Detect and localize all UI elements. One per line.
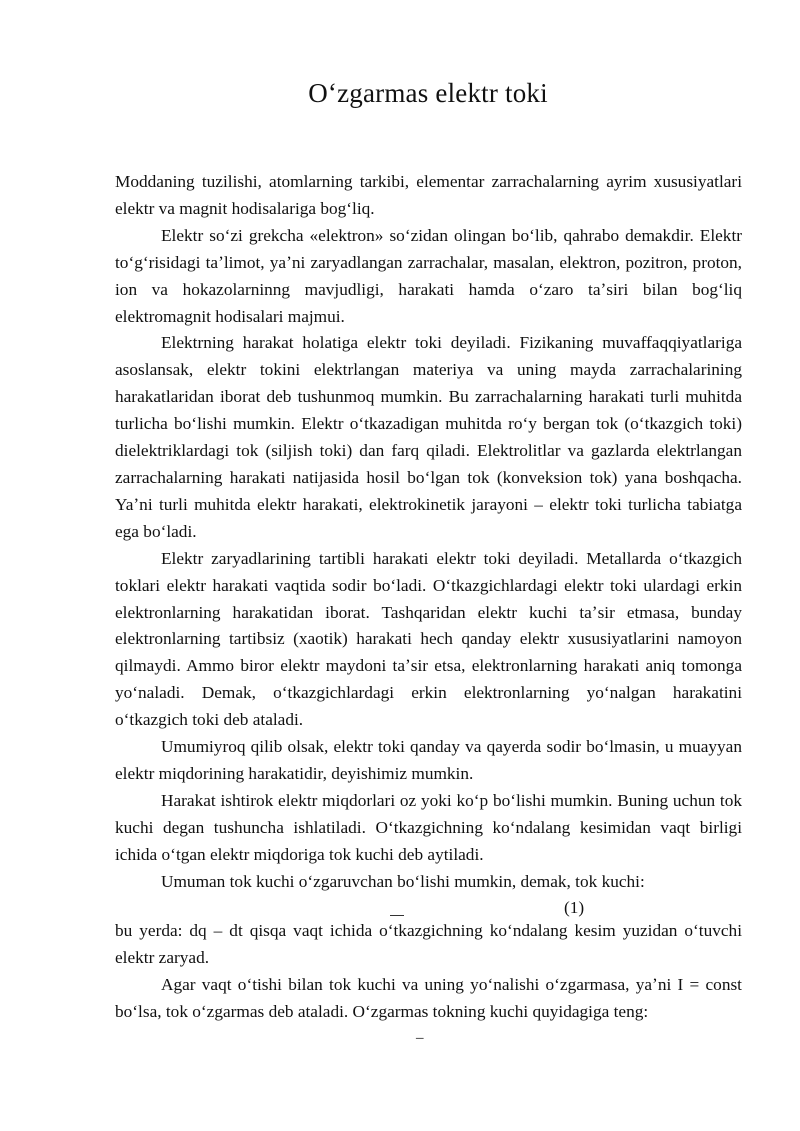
paragraph-1: Moddaning tuzilishi, atomlarning tarkibi, elementar zarrachalarning ayrim xususiyatlari elektr va magnit hodisalariga bogʻliq. — [115, 172, 742, 218]
paragraph-4: Elektr zaryadlarining tartibli harakati elektr toki deyiladi. Metallarda oʻtkazgich toklari elektr harakati vaqtida sodir boʻladi. Oʻtkazgichlardagi elektr toki ulardagi erkin elektronlarning harakatidan iborat. Tashqaridan elektr kuchi taʼsir etmasa, bunday elektronlarning tartibsiz (xaotik) harakati hech qanday elektr xususiyatlarini namoyon qilmaydi. Ammo biror elektr maydoni taʼsir etsa, elektronlarning harakati aniq tomonga yoʻnaladi. Demak, oʻtkazgichlardagi erkin elektronlarning yoʻnalgan harakatini oʻtkazgich toki deb ataladi. — [115, 548, 742, 730]
paragraph-5: Umumiyroq qilib olsak, elektr toki qanday va qayerda sodir boʻlmasin, u muayyan elektr miqdorining harakatidir, deyishimiz mumkin. — [115, 737, 742, 783]
fraction-bar — [390, 915, 404, 916]
paragraph-6: Harakat ishtirok elektr miqdorlari oz yoki koʻp boʻlishi mumkin. Buning uchun tok kuchi degan tushuncha ishlatiladi. Oʻtkazgichning koʻndalang kesimidan vaqt birligi ichida oʻtgan elektr miqdoriga tok kuchi deb aytiladi. — [115, 790, 742, 864]
paragraph-2: Elektr soʻzi grekcha «elektron» soʻzidan olingan boʻlib, qahrabo demakdir. Elektr toʻgʻrisidagi taʼlimot, yaʼni zaryadlangan zarrachalar, masalan, elektron, pozitron, proton, ion va hokazolarninng mavjudligi, harakati hamda oʻzaro taʼsiri bilan bogʻliq elektromagnit hodisalari majmui. — [115, 225, 742, 326]
paragraph-3: Elektrning harakat holatiga elektr toki deyiladi. Fizikaning muvaffaqqiyatlariga asoslansak, elektr tokini elektrlangan materiya va uning mayda zarrachalarining harakatlaridan iborat deb tushunmoq mumkin. Bu zarrachalarning harakati turli muhitda turlicha boʻlishi mumkin. Elektr oʻtkazadigan muhitda roʻy bergan tok (oʻtkazgich toki) dielektriklardagi tok (siljish toki) dan farq qiladi. Elektrolitlar va gazlarda elektrlangan zarrachalarning harakati natijasida hosil boʻlgan tok (konveksion tok) yana boshqacha. Yaʼni turli muhitda elektr harakati, elektrokinetik jarayoni – elektr toki turlicha tabiatga ega boʻladi. — [115, 333, 742, 541]
paragraph-8: bu yerda: dq – dt qisqa vaqt ichida oʻtkazgichning koʻndalang kesim yuzidan oʻtuvchi elektr zaryad. — [115, 921, 742, 968]
paragraph-9: Agar vaqt oʻtishi bilan tok kuchi va uning yoʻnalishi oʻzgarmasa, yaʼni I = const boʻlsa, tok oʻzgarmas deb ataladi. Oʻzgarmas tokning kuchi quyidagiga teng: — [115, 975, 742, 1022]
formula-dash: – — [416, 1030, 424, 1046]
page-title: Oʻzgarmas elektr toki — [308, 78, 548, 108]
paragraph-7: Umuman tok kuchi oʻzgaruvchan boʻlishi mumkin, demak, tok kuchi: — [161, 871, 645, 891]
document-body — [115, 169, 742, 1030]
formula-number: (1) — [564, 898, 585, 918]
